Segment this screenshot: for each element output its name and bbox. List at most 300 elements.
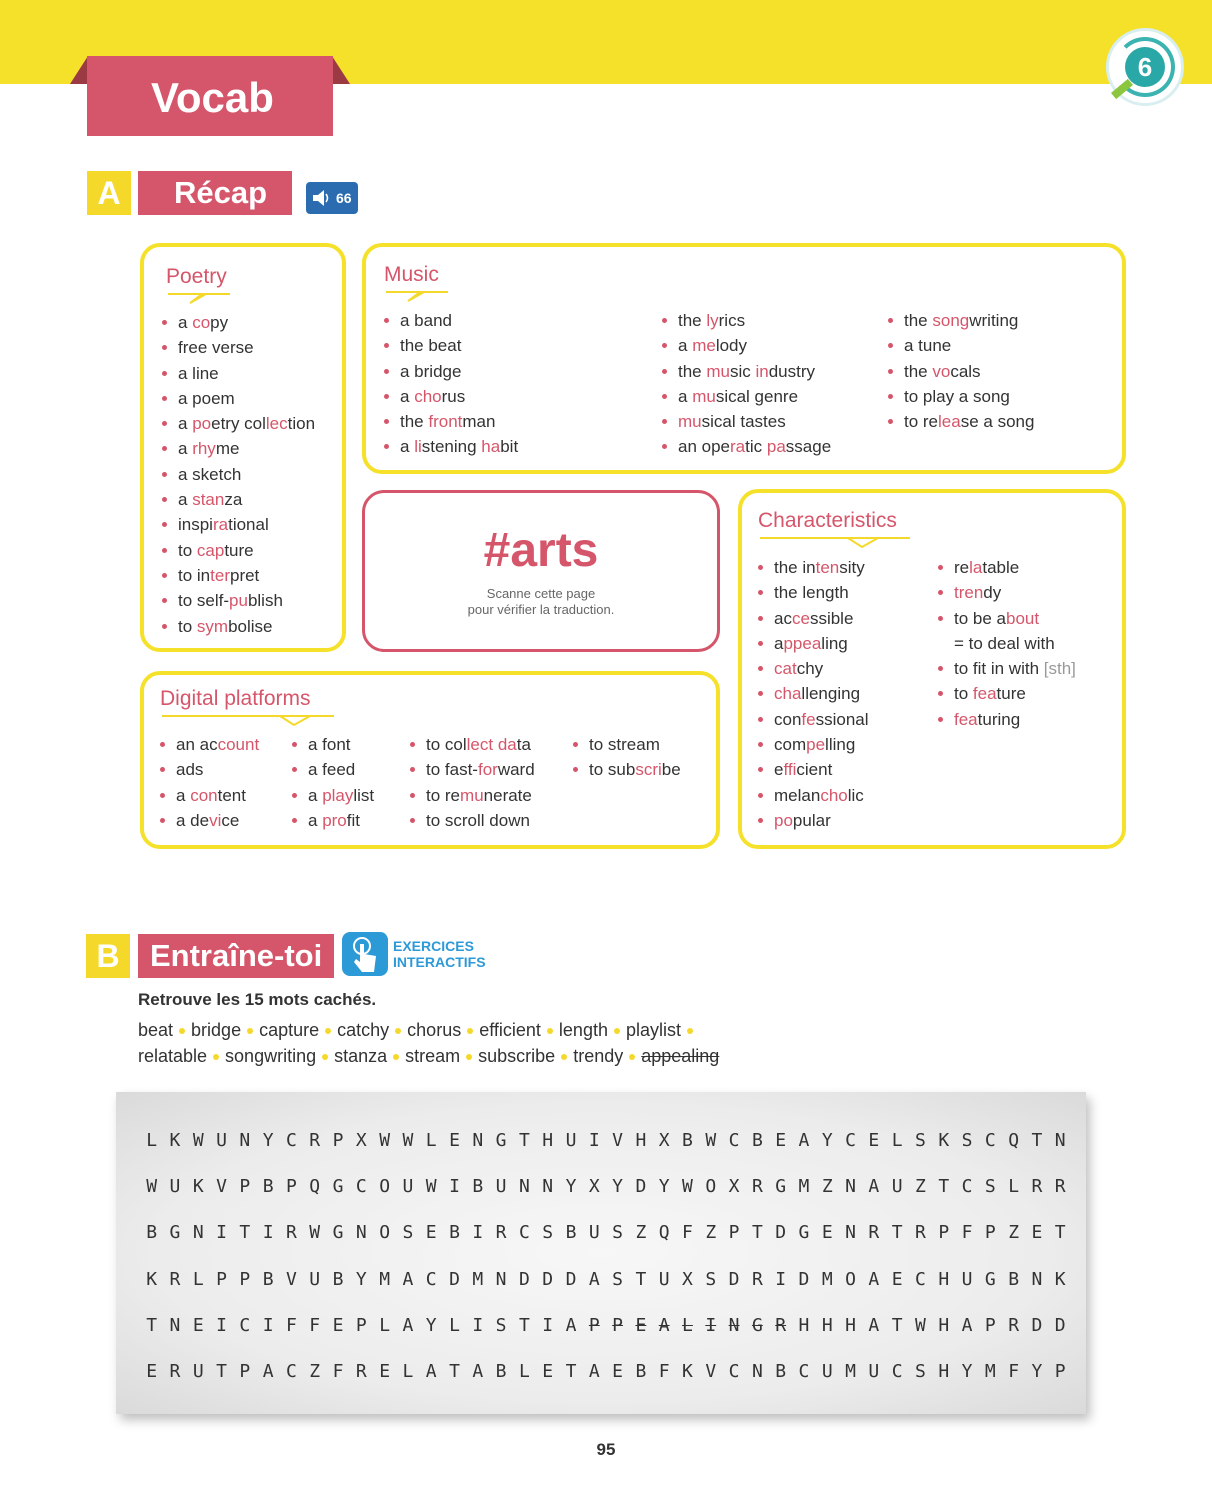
grid-letter[interactable]: D [449, 1268, 460, 1290]
grid-letter[interactable]: D [542, 1268, 554, 1290]
grid-letter[interactable]: U [891, 1176, 903, 1198]
grid-letter[interactable]: R [355, 1361, 367, 1382]
grid-letter[interactable]: E [542, 1361, 554, 1382]
vocab-item: the frontman [384, 409, 518, 434]
grid-letter[interactable]: T [146, 1314, 158, 1336]
swoosh-icon [166, 291, 232, 305]
grid-letter[interactable]: I [216, 1222, 227, 1244]
vocab-item: accessible [758, 606, 869, 631]
grid-letter[interactable]: N [192, 1222, 204, 1244]
grid-letter[interactable]: C [891, 1361, 903, 1382]
grid-letter[interactable]: M [845, 1361, 856, 1382]
grid-letter[interactable]: V [612, 1130, 623, 1151]
grid-letter[interactable]: R [751, 1268, 763, 1290]
grid-letter[interactable]: Z [1008, 1222, 1020, 1244]
grid-letter[interactable]: C [984, 1130, 996, 1151]
grid-letter[interactable]: A [868, 1268, 880, 1290]
grid-letter[interactable]: U [169, 1176, 181, 1198]
grid-letter[interactable]: C [845, 1130, 856, 1151]
hidden-word: catchy [337, 1020, 390, 1040]
grid-letter[interactable]: C [355, 1176, 367, 1198]
grid-letter[interactable]: K [938, 1130, 950, 1151]
grid-letter[interactable]: W [705, 1130, 717, 1151]
grid-letter[interactable]: E [635, 1314, 647, 1336]
grid-letter[interactable]: G [775, 1176, 787, 1198]
grid-letter[interactable]: M [798, 1176, 810, 1198]
grid-row [140, 1222, 1070, 1243]
arts-note-line2: pour vérifier la traduction. [467, 602, 615, 617]
grid-letter[interactable]: B [495, 1361, 507, 1382]
grid-letter[interactable]: F [1008, 1361, 1020, 1382]
grid-letter[interactable]: U [961, 1268, 973, 1290]
grid-letter[interactable]: B [262, 1176, 274, 1198]
grid-letter[interactable]: F [309, 1314, 321, 1336]
grid-letter[interactable]: R [286, 1222, 297, 1244]
grid-letter[interactable]: R [775, 1314, 787, 1336]
grid-letter[interactable]: H [798, 1314, 810, 1336]
grid-letter[interactable]: S [961, 1130, 973, 1151]
grid-letter[interactable]: Y [1031, 1361, 1043, 1382]
grid-letter[interactable]: I [705, 1314, 717, 1336]
grid-letter[interactable]: X [355, 1130, 367, 1151]
instruction: Retrouve les 15 mots cachés. [138, 990, 377, 1009]
grid-letter[interactable]: E [1031, 1222, 1043, 1244]
grid-letter[interactable]: C [728, 1361, 740, 1382]
grid-letter[interactable]: C [961, 1176, 973, 1198]
grid-letter[interactable]: E [821, 1222, 833, 1244]
grid-letter[interactable]: T [518, 1314, 530, 1336]
grid-letter[interactable]: S [705, 1268, 717, 1290]
grid-letter[interactable]: D [1031, 1314, 1043, 1336]
grid-letter[interactable]: W [309, 1222, 321, 1244]
vocab-item: to capture [162, 538, 315, 563]
grid-letter[interactable]: D [565, 1268, 577, 1290]
grid-letter[interactable]: P [588, 1314, 600, 1336]
grid-letter[interactable]: H [821, 1314, 833, 1336]
grid-letter[interactable]: D [1054, 1314, 1066, 1336]
grid-letter[interactable]: S [402, 1222, 414, 1244]
hidden-word: songwriting [225, 1046, 317, 1066]
grid-letter[interactable]: S [612, 1222, 623, 1244]
grid-letter[interactable]: C [286, 1130, 297, 1151]
grid-letter[interactable]: G [495, 1130, 507, 1151]
characteristics-list-col1 [758, 555, 869, 833]
grid-letter[interactable]: Z [635, 1222, 647, 1244]
word-list-line1 [138, 1020, 699, 1041]
grid-letter[interactable]: L [1008, 1176, 1020, 1198]
vocab-item: a rhyme [162, 436, 315, 461]
grid-letter[interactable]: W [402, 1130, 414, 1151]
grid-letter[interactable]: H [845, 1314, 856, 1336]
grid-letter[interactable]: X [682, 1268, 693, 1290]
grid-letter[interactable]: U [658, 1268, 670, 1290]
grid-letter[interactable]: C [728, 1130, 740, 1151]
grid-letter[interactable]: B [262, 1268, 274, 1290]
grid-letter[interactable]: E [612, 1361, 623, 1382]
vocab-item: a musical genre [662, 384, 831, 409]
grid-letter[interactable]: T [891, 1314, 903, 1336]
grid-letter[interactable]: A [402, 1314, 414, 1336]
grid-letter[interactable]: K [1054, 1268, 1066, 1290]
vocab-item: ads [160, 757, 259, 782]
hidden-word: subscribe [478, 1046, 556, 1066]
grid-letter[interactable]: A [961, 1314, 973, 1336]
grid-letter[interactable]: M [821, 1268, 833, 1290]
grid-letter[interactable]: S [984, 1176, 996, 1198]
grid-letter[interactable]: R [751, 1176, 763, 1198]
vocab-item: a copy [162, 310, 315, 335]
grid-row [140, 1315, 1070, 1336]
grid-letter[interactable]: R [1008, 1314, 1020, 1336]
grid-letter[interactable]: S [612, 1268, 623, 1290]
grid-letter[interactable]: W [915, 1314, 926, 1336]
grid-letter[interactable]: V [705, 1361, 717, 1382]
grid-letter[interactable]: T [891, 1222, 903, 1244]
grid-letter[interactable]: F [961, 1222, 973, 1244]
interactive-exercises-button[interactable] [342, 932, 388, 976]
grid-letter[interactable]: Z [309, 1361, 321, 1382]
grid-letter[interactable]: P [1054, 1361, 1066, 1382]
grid-letter[interactable]: E [775, 1130, 787, 1151]
grid-letter[interactable]: T [751, 1222, 763, 1244]
digital-list-col4 [573, 732, 681, 783]
grid-letter[interactable]: H [938, 1268, 950, 1290]
grid-letter[interactable]: R [309, 1130, 321, 1151]
grid-letter[interactable]: M [984, 1361, 996, 1382]
grid-letter[interactable]: C [239, 1314, 251, 1336]
grid-letter[interactable]: R [1054, 1176, 1066, 1198]
grid-letter[interactable]: I [449, 1176, 460, 1198]
interactive-label-line2: INTERACTIFS [393, 954, 486, 970]
grid-letter[interactable]: H [542, 1130, 554, 1151]
grid-letter[interactable]: S [915, 1130, 926, 1151]
grid-letter[interactable]: U [309, 1268, 321, 1290]
grid-letter[interactable]: P [239, 1176, 251, 1198]
grid-letter[interactable]: Q [1008, 1130, 1020, 1151]
chapter-number: 6 [1125, 47, 1165, 87]
grid-letter[interactable]: Z [821, 1176, 833, 1198]
grid-letter[interactable]: P [938, 1222, 950, 1244]
grid-letter[interactable]: P [332, 1130, 344, 1151]
grid-letter[interactable]: B [775, 1361, 787, 1382]
grid-letter[interactable]: L [146, 1130, 158, 1151]
hidden-word: capture [259, 1020, 320, 1040]
grid-letter[interactable]: A [262, 1361, 274, 1382]
grid-letter[interactable]: P [239, 1268, 251, 1290]
grid-letter[interactable]: I [542, 1314, 554, 1336]
grid-letter[interactable]: N [845, 1222, 856, 1244]
grid-letter[interactable]: A [658, 1314, 670, 1336]
grid-letter[interactable]: Z [705, 1222, 717, 1244]
grid-letter[interactable]: P [728, 1222, 740, 1244]
grid-letter[interactable]: T [635, 1268, 647, 1290]
grid-letter[interactable]: B [146, 1222, 158, 1244]
grid-letter[interactable]: G [169, 1222, 181, 1244]
grid-letter[interactable]: G [332, 1176, 344, 1198]
grid-letter[interactable]: F [286, 1314, 297, 1336]
grid-letter[interactable]: P [984, 1314, 996, 1336]
grid-letter[interactable]: B [449, 1222, 460, 1244]
grid-letter[interactable]: I [472, 1222, 484, 1244]
grid-letter[interactable]: A [402, 1268, 414, 1290]
grid-letter[interactable]: T [518, 1130, 530, 1151]
grid-letter[interactable]: A [868, 1176, 880, 1198]
grid-letter[interactable]: A [868, 1314, 880, 1336]
grid-letter[interactable]: D [728, 1268, 740, 1290]
vocab-item: a font [292, 732, 374, 757]
grid-letter[interactable]: E [146, 1361, 158, 1382]
grid-letter[interactable]: Q [658, 1222, 670, 1244]
characteristics-panel [738, 489, 1126, 849]
grid-letter[interactable]: O [379, 1176, 391, 1198]
grid-letter[interactable]: L [192, 1268, 204, 1290]
grid-letter[interactable]: L [402, 1361, 414, 1382]
music-list-col1 [384, 308, 518, 460]
grid-letter[interactable]: D [798, 1268, 810, 1290]
grid-letter[interactable]: B [472, 1176, 484, 1198]
grid-letter[interactable]: T [449, 1361, 460, 1382]
grid-letter[interactable]: H [938, 1314, 950, 1336]
grid-letter[interactable]: Z [915, 1176, 926, 1198]
grid-letter[interactable]: Y [821, 1130, 833, 1151]
vocab-item: a chorus [384, 384, 518, 409]
hidden-word: relatable [138, 1046, 208, 1066]
arts-scan-box[interactable] [362, 490, 720, 652]
word-list-line2 [138, 1046, 719, 1067]
arts-note-line1: Scanne cette page [486, 586, 596, 601]
grid-letter[interactable]: D [775, 1222, 787, 1244]
grid-letter[interactable]: W [192, 1130, 204, 1151]
grid-letter[interactable]: A [425, 1361, 437, 1382]
grid-letter[interactable]: P [355, 1314, 367, 1336]
grid-letter[interactable]: F [658, 1361, 670, 1382]
vocab-item: featuring [938, 707, 1076, 732]
grid-letter[interactable]: U [402, 1176, 414, 1198]
grid-letter[interactable]: Y [612, 1176, 623, 1198]
grid-letter[interactable]: C [425, 1268, 437, 1290]
audio-button[interactable] [306, 182, 358, 214]
interactive-exercises-label[interactable] [393, 938, 486, 970]
grid-letter[interactable]: B [332, 1268, 344, 1290]
grid-letter[interactable]: X [728, 1176, 740, 1198]
grid-letter[interactable]: R [1031, 1176, 1043, 1198]
grid-letter[interactable]: B [682, 1130, 693, 1151]
grid-letter[interactable]: B [751, 1130, 763, 1151]
grid-letter[interactable]: I [472, 1314, 484, 1336]
grid-letter[interactable]: B [1008, 1268, 1020, 1290]
grid-letter[interactable]: R [915, 1222, 926, 1244]
page-number: 95 [596, 1440, 616, 1459]
grid-letter[interactable]: U [821, 1361, 833, 1382]
grid-letter[interactable]: T [1031, 1130, 1043, 1151]
grid-letter[interactable]: E [379, 1361, 391, 1382]
grid-letter[interactable]: K [146, 1268, 158, 1290]
grid-letter[interactable]: Y [565, 1176, 577, 1198]
page-title: Vocab [87, 56, 333, 136]
grid-letter[interactable]: M [472, 1268, 484, 1290]
grid-letter[interactable]: O [705, 1176, 717, 1198]
grid-letter[interactable]: G [332, 1222, 344, 1244]
grid-letter[interactable]: C [286, 1361, 297, 1382]
grid-letter[interactable]: M [379, 1268, 391, 1290]
hidden-word: chorus [407, 1020, 462, 1040]
grid-letter[interactable]: L [518, 1361, 530, 1382]
vocab-item: a listening habit [384, 434, 518, 459]
music-panel [362, 243, 1126, 474]
grid-letter[interactable]: W [379, 1130, 391, 1151]
grid-letter[interactable]: G [751, 1314, 763, 1336]
grid-letter[interactable]: N [751, 1361, 763, 1382]
grid-letter[interactable]: U [565, 1130, 577, 1151]
vocab-item: the lyrics [662, 308, 831, 333]
hidden-word: length [558, 1020, 608, 1040]
vocab-item: an operatic passage [662, 434, 831, 459]
grid-letter[interactable]: A [565, 1314, 577, 1336]
grid-letter[interactable]: T [239, 1222, 251, 1244]
grid-letter[interactable]: I [588, 1130, 600, 1151]
grid-letter[interactable]: I [262, 1314, 274, 1336]
grid-letter[interactable]: L [682, 1314, 693, 1336]
grid-letter[interactable]: E [332, 1314, 344, 1336]
grid-letter[interactable]: N [472, 1130, 484, 1151]
grid-letter[interactable]: F [332, 1361, 344, 1382]
grid-letter[interactable]: H [938, 1361, 950, 1382]
grid-letter[interactable]: Y [355, 1268, 367, 1290]
grid-letter[interactable]: I [775, 1268, 787, 1290]
grid-letter[interactable]: H [635, 1130, 647, 1151]
grid-row [140, 1130, 1070, 1151]
grid-letter[interactable]: G [798, 1222, 810, 1244]
grid-letter[interactable]: E [868, 1130, 880, 1151]
grid-letter[interactable]: N [1031, 1268, 1043, 1290]
grid-letter[interactable]: W [682, 1176, 693, 1198]
grid-letter[interactable]: S [915, 1361, 926, 1382]
grid-letter[interactable]: E [192, 1314, 204, 1336]
grid-letter[interactable]: S [495, 1314, 507, 1336]
vocab-item: challenging [758, 681, 869, 706]
vocab-item: a sketch [162, 462, 315, 487]
grid-letter[interactable]: K [682, 1361, 693, 1382]
grid-letter[interactable]: N [1054, 1130, 1066, 1151]
music-list-col3 [888, 308, 1034, 434]
grid-letter[interactable]: U [216, 1130, 227, 1151]
grid-letter[interactable]: R [169, 1268, 181, 1290]
grid-letter[interactable]: U [495, 1176, 507, 1198]
grid-letter[interactable]: Q [309, 1176, 321, 1198]
poetry-panel [140, 243, 346, 652]
grid-letter[interactable]: E [425, 1222, 437, 1244]
grid-letter[interactable]: L [449, 1314, 460, 1336]
grid-letter[interactable]: I [262, 1222, 274, 1244]
grid-letter[interactable]: K [169, 1130, 181, 1151]
vocab-item: appealing [758, 631, 869, 656]
grid-letter[interactable]: C [798, 1361, 810, 1382]
grid-letter[interactable]: O [845, 1268, 856, 1290]
grid-letter[interactable]: C [518, 1222, 530, 1244]
grid-letter[interactable]: K [192, 1176, 204, 1198]
vocab-item: to fast-forward [410, 757, 535, 782]
grid-letter[interactable]: B [635, 1361, 647, 1382]
vocab-item: to symbolise [162, 614, 315, 639]
grid-letter[interactable]: N [728, 1314, 740, 1336]
grid-letter[interactable]: Y [425, 1314, 437, 1336]
grid-letter[interactable]: R [169, 1361, 181, 1382]
grid-letter[interactable]: P [239, 1361, 251, 1382]
grid-letter[interactable]: N [495, 1268, 507, 1290]
grid-letter[interactable]: P [216, 1268, 227, 1290]
arts-note [365, 586, 717, 618]
grid-letter[interactable]: Y [262, 1130, 274, 1151]
vocab-item: an account [160, 732, 259, 757]
grid-letter[interactable]: A [472, 1361, 484, 1382]
vocab-item: the vocals [888, 359, 1034, 384]
vocab-item: a stanza [162, 487, 315, 512]
grid-letter[interactable]: S [542, 1222, 554, 1244]
grid-letter[interactable]: P [612, 1314, 623, 1336]
grid-letter[interactable]: U [868, 1361, 880, 1382]
grid-letter[interactable]: E [891, 1268, 903, 1290]
grid-letter[interactable]: L [891, 1130, 903, 1151]
grid-letter[interactable]: A [588, 1361, 600, 1382]
vocab-item: to self-publish [162, 588, 315, 613]
grid-letter[interactable]: U [588, 1222, 600, 1244]
vocab-item: a line [162, 361, 315, 386]
grid-letter[interactable]: W [146, 1176, 158, 1198]
grid-letter[interactable]: T [1054, 1222, 1066, 1244]
grid-letter[interactable]: D [635, 1176, 647, 1198]
grid-letter[interactable]: V [216, 1176, 227, 1198]
vocab-item: relatable [938, 555, 1076, 580]
grid-letter[interactable]: C [915, 1268, 926, 1290]
vocab-item: a device [160, 808, 259, 833]
grid-letter[interactable]: D [518, 1268, 530, 1290]
grid-letter[interactable]: P [286, 1176, 297, 1198]
grid-letter[interactable]: T [938, 1176, 950, 1198]
characteristics-list-col2 [938, 555, 1076, 732]
grid-letter[interactable]: T [216, 1361, 227, 1382]
grid-letter[interactable]: V [286, 1268, 297, 1290]
grid-letter[interactable]: E [449, 1130, 460, 1151]
grid-letter[interactable]: T [565, 1361, 577, 1382]
grid-letter[interactable]: Y [961, 1361, 973, 1382]
grid-letter[interactable]: X [588, 1176, 600, 1198]
interactive-label-line1: EXERCICES [393, 938, 474, 954]
grid-letter[interactable]: Y [658, 1176, 670, 1198]
grid-letter[interactable]: N [542, 1176, 554, 1198]
grid-letter[interactable]: N [169, 1314, 181, 1336]
grid-letter[interactable]: A [588, 1268, 600, 1290]
grid-letter[interactable]: R [495, 1222, 507, 1244]
grid-letter[interactable]: A [798, 1130, 810, 1151]
grid-letter[interactable]: B [565, 1222, 577, 1244]
grid-letter[interactable]: O [379, 1222, 391, 1244]
grid-letter[interactable]: N [845, 1176, 856, 1198]
grid-letter[interactable]: U [192, 1361, 204, 1382]
grid-letter[interactable]: N [239, 1130, 251, 1151]
grid-letter[interactable]: I [216, 1314, 227, 1336]
grid-letter[interactable]: W [425, 1176, 437, 1198]
grid-letter[interactable]: L [379, 1314, 391, 1336]
grid-letter[interactable]: P [984, 1222, 996, 1244]
grid-letter[interactable]: X [658, 1130, 670, 1151]
grid-letter[interactable]: F [682, 1222, 693, 1244]
vocab-item: a bridge [384, 359, 518, 384]
grid-letter[interactable]: N [355, 1222, 367, 1244]
grid-letter[interactable]: R [868, 1222, 880, 1244]
grid-letter[interactable]: L [425, 1130, 437, 1151]
grid-letter[interactable]: G [984, 1268, 996, 1290]
grid-letter[interactable]: N [518, 1176, 530, 1198]
